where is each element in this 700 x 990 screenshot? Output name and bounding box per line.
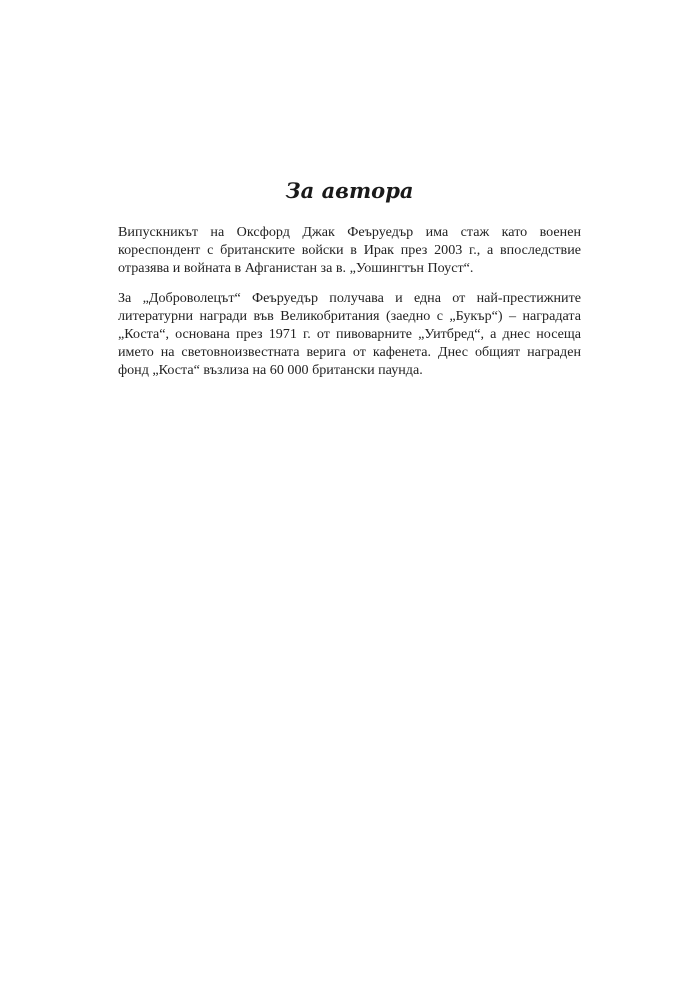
paragraph-award: За „Доброволецът“ Феъруедър получава и една от най-престижните литературни награди във Великобритания (заедно с „Букър“) – наградата „Коста“, основана през 1971 г. от пивоварните „Уитбред“, а днес носеща името на световноизвестната верига от кафенета. Днес общият награден фонд „Коста“ възлиза на 60 000 британски паунда. [118,290,581,378]
page-title: За автора [285,178,414,203]
page-content [118,178,581,391]
paragraph-education-career: Випускникът на Оксфорд Джак Феъруедър има стаж като военен кореспондент с британските войски в Ирак през 2003 г., а впоследствие отразява и войната в Афганистан за в. „Уошингтън Поуст“. [118,224,581,276]
